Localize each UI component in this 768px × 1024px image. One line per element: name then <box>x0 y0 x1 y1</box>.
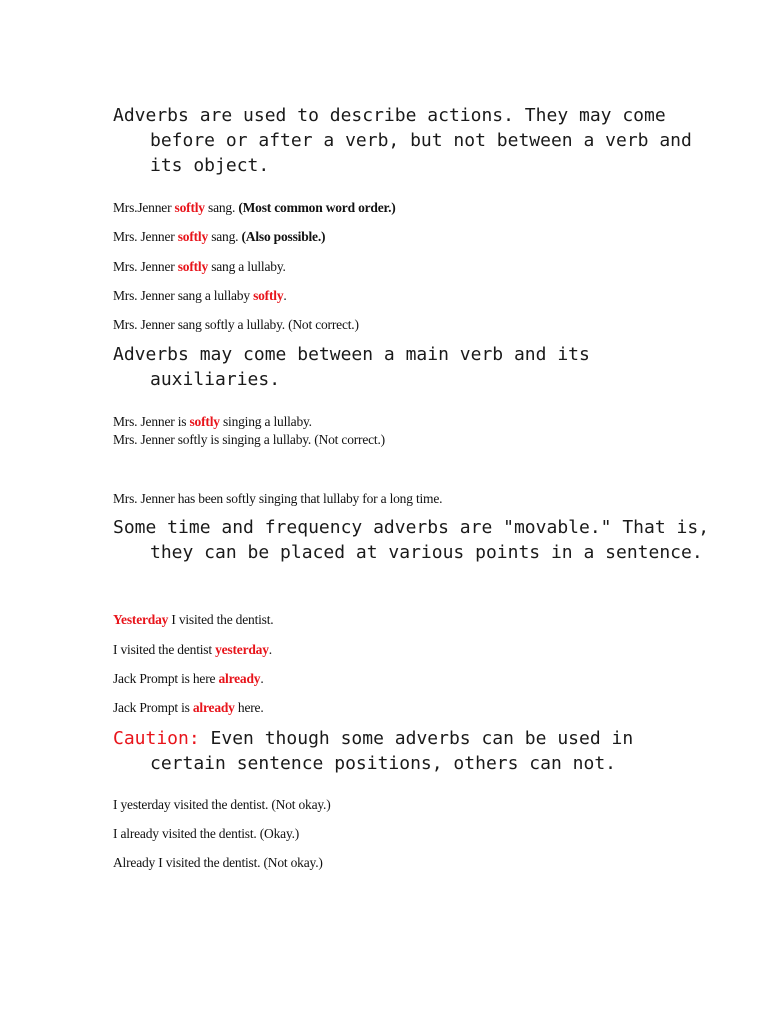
section-1-heading <box>113 103 713 178</box>
section-4-heading <box>113 726 713 776</box>
example-sentence <box>113 431 385 448</box>
example-text: . <box>268 642 272 657</box>
example-text: Mrs.Jenner <box>113 200 175 215</box>
example-text: singing a lullaby. <box>219 414 312 429</box>
example-sentence <box>113 796 331 813</box>
adverb-highlight: Yesterday <box>113 612 169 627</box>
example-text: Mrs. Jenner sang a lullaby <box>113 288 254 303</box>
example-text: Mrs. Jenner has been softly singing that lullaby for a long time. <box>113 491 443 506</box>
adverb-highlight: softly <box>189 414 220 429</box>
adverb-highlight: already <box>218 671 261 686</box>
example-text: Mrs. Jenner <box>113 259 178 274</box>
example-sentence <box>113 413 312 430</box>
example-sentence <box>113 825 299 842</box>
section-1-heading-text: Adverbs are used to describe actions. They may come before or after a verb, but not between a verb and its object. <box>113 105 692 176</box>
example-text: sang. <box>208 229 242 244</box>
adverb-highlight: softly <box>174 200 205 215</box>
example-sentence <box>113 611 273 628</box>
example-sentence <box>113 699 264 716</box>
example-text: sang. <box>204 200 239 215</box>
caution-label: Caution: <box>113 728 200 749</box>
adverb-highlight: softly <box>253 288 284 303</box>
example-text: I visited the dentist <box>113 642 216 657</box>
example-text: . <box>283 288 287 303</box>
example-sentence <box>113 641 272 658</box>
example-text: I already visited the dentist. (Okay.) <box>113 826 300 841</box>
example-note: (Also possible.) <box>241 229 326 244</box>
example-sentence <box>113 670 264 687</box>
adverb-highlight: softly <box>177 229 209 244</box>
example-text: I visited the dentist. <box>168 612 274 627</box>
example-text: sang a lullaby. <box>208 259 286 274</box>
example-text: Already I visited the dentist. (Not okay.) <box>113 855 323 870</box>
example-text: Mrs. Jenner sang softly a lullaby. (Not correct.) <box>113 317 359 332</box>
adverb-highlight: softly <box>177 259 209 274</box>
example-note: (Most common word order.) <box>238 200 396 215</box>
example-text: . <box>260 671 264 686</box>
example-text: Jack Prompt is here <box>113 671 219 686</box>
example-text: I yesterday visited the dentist. (Not okay.) <box>113 797 331 812</box>
example-sentence <box>113 258 286 275</box>
section-3-heading <box>113 515 713 565</box>
example-sentence <box>113 490 442 507</box>
example-sentence <box>113 854 323 871</box>
section-2-heading <box>113 342 713 392</box>
adverb-highlight: already <box>192 700 235 715</box>
example-text: Jack Prompt is <box>113 700 193 715</box>
example-sentence <box>113 199 396 216</box>
example-text: Mrs. Jenner softly is singing a lullaby. (Not correct.) <box>113 432 385 447</box>
section-2-heading-text: Adverbs may come between a main verb and its auxiliaries. <box>113 344 590 390</box>
section-4-heading-text: Even though some adverbs can be used in certain sentence positions, others can not. <box>150 728 634 774</box>
example-sentence <box>113 287 287 304</box>
adverb-highlight: yesterday <box>215 642 269 657</box>
section-3-heading-text: Some time and frequency adverbs are "movable." That is, they can be placed at various points in a sentence. <box>113 517 710 563</box>
example-sentence <box>113 316 359 333</box>
example-text: Mrs. Jenner <box>113 229 178 244</box>
example-text: Mrs. Jenner is <box>113 414 190 429</box>
example-sentence <box>113 228 325 245</box>
example-text: here. <box>234 700 264 715</box>
